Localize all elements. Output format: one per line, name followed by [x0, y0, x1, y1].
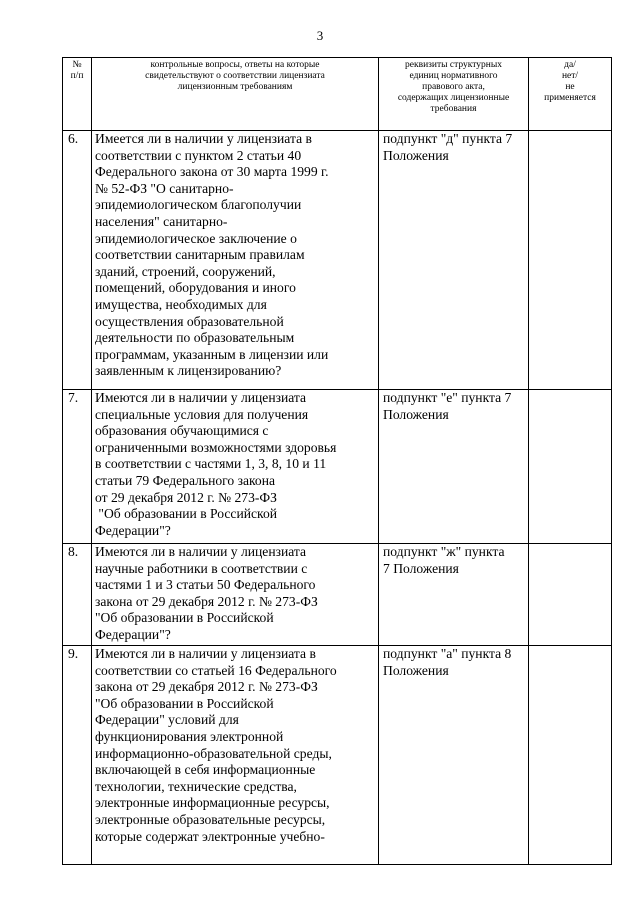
row-reference: подпункт "д" пункта 7 Положения	[379, 131, 529, 390]
table-row	[63, 646, 612, 865]
row-reference: подпункт "а" пункта 8 Положения	[379, 646, 529, 865]
row-answer-cell[interactable]	[529, 544, 612, 646]
checklist-table	[62, 57, 612, 865]
header-requisites: реквизиты структурных единиц нормативного правового акта, содержащих лицензионные требования	[379, 58, 529, 131]
table-row	[63, 390, 612, 544]
table-row	[63, 131, 612, 390]
row-question: Имеются ли в наличии у лицензиата в соответствии со статьей 16 Федерального закона от 29 декабря 2012 г. № 273-ФЗ "Об образовании в Российской Федерации" условий для функционирования электронной информационно-образовательной среды, включающей в себя информационные технологии, технические средства, электронные информационные ресурсы, электронные образовательные ресурсы, которые содержат электронные учебно-	[92, 646, 379, 865]
table-header-row	[63, 58, 612, 131]
row-answer-cell[interactable]	[529, 646, 612, 865]
row-number: 9.	[63, 646, 92, 865]
row-number: 6.	[63, 131, 92, 390]
row-question: Имеются ли в наличии у лицензиата специальные условия для получения образования обучающимися с ограниченными возможностями здоровья в соответствии с частями 1, 3, 8, 10 и 11 статьи 79 Федерального закона от 29 декабря 2012 г. № 273-ФЗ "Об образовании в Российской Федерации"?	[92, 390, 379, 544]
row-reference: подпункт "ж" пункта 7 Положения	[379, 544, 529, 646]
row-question: Имеется ли в наличии у лицензиата в соответствии с пунктом 2 статьи 40 Федерального закона от 30 марта 1999 г. № 52-ФЗ "О санитарно- эпидемиологическом благополучии населения" санитарно- эпидемиологическое заключение о соответствии санитарным правилам зданий, строений, сооружений, помещений, оборудования и иного имущества, необходимых для осуществления образовательной деятельности по образовательным программам, указанным в лицензии или заявленным к лицензированию?	[92, 131, 379, 390]
row-answer-cell[interactable]	[529, 390, 612, 544]
page-number: 3	[316, 28, 324, 43]
row-question: Имеются ли в наличии у лицензиата научные работники в соответствии с частями 1 и 3 статьи 50 Федерального закона от 29 декабря 2012 г. № 273-ФЗ "Об образовании в Российской Федерации"?	[92, 544, 379, 646]
row-number: 7.	[63, 390, 92, 544]
header-questions: контрольные вопросы, ответы на которые свидетельствуют о соответствии лицензиата лицензионным требованиям	[92, 58, 379, 131]
header-number: № п/п	[63, 58, 92, 131]
row-reference: подпункт "е" пункта 7 Положения	[379, 390, 529, 544]
row-answer-cell[interactable]	[529, 131, 612, 390]
row-number: 8.	[63, 544, 92, 646]
header-answer: да/ нет/ не применяется	[529, 58, 612, 131]
table-row	[63, 544, 612, 646]
